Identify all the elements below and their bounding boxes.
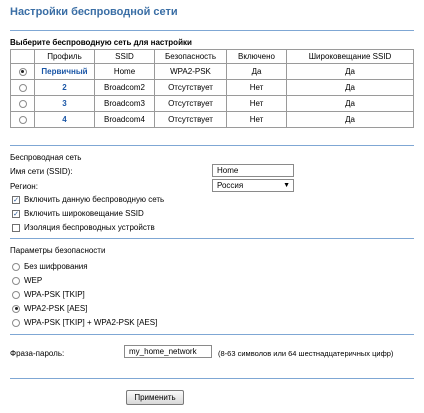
- column-header-ssid: SSID: [95, 50, 155, 64]
- profile-link[interactable]: Первичный: [35, 64, 95, 80]
- security-option-label: WEP: [24, 276, 43, 285]
- table-row: [11, 112, 414, 128]
- enable-network-checkbox[interactable]: ✓: [13, 196, 19, 204]
- security-cell: Отсутствует: [155, 96, 227, 112]
- broadcast-cell: Да: [287, 112, 414, 128]
- security-option-wpa2-aes[interactable]: [12, 304, 87, 313]
- security-divider: [10, 334, 414, 335]
- security-option-label: WPA-PSK [TKIP] + WPA2-PSK [AES]: [24, 318, 158, 327]
- page-title: Настройки беспроводной сети: [10, 6, 178, 18]
- form-divider: [10, 378, 414, 379]
- enabled-cell: Нет: [227, 80, 287, 96]
- ssid-cell: Broadcom4: [95, 112, 155, 128]
- ssid-cell: Broadcom2: [95, 80, 155, 96]
- enable-broadcast-label: Включить широковещание SSID: [24, 209, 144, 218]
- security-option-label: WPA2-PSK [AES]: [24, 304, 88, 313]
- networks-table: [10, 49, 414, 128]
- security-cell: Отсутствует: [155, 112, 227, 128]
- security-radio[interactable]: [12, 305, 20, 313]
- region-label: Регион:: [10, 182, 38, 191]
- column-header-enabled: Включено: [227, 50, 287, 64]
- ssid-cell: Broadcom3: [95, 96, 155, 112]
- security-radio[interactable]: [12, 263, 20, 271]
- row-select-cell: [11, 80, 35, 96]
- enable-network-option[interactable]: [12, 195, 164, 204]
- network-radio[interactable]: [19, 68, 27, 76]
- enabled-cell: Да: [227, 64, 287, 80]
- passphrase-label: Фраза-пароль:: [10, 349, 65, 358]
- column-header-select: [11, 50, 35, 64]
- profile-link[interactable]: 4: [35, 112, 95, 128]
- region-value: Россия: [217, 181, 244, 190]
- row-select-cell: [11, 64, 35, 80]
- profile-link[interactable]: 3: [35, 96, 95, 112]
- passphrase-input[interactable]: my_home_network: [124, 345, 212, 358]
- apply-button[interactable]: Применить: [126, 390, 184, 405]
- table-row: [11, 64, 414, 80]
- broadcast-cell: Да: [287, 96, 414, 112]
- security-option-wpa-tkip[interactable]: [12, 290, 85, 299]
- security-option-label: WPA-PSK [TKIP]: [24, 290, 85, 299]
- network-radio[interactable]: [19, 84, 27, 92]
- enable-broadcast-checkbox[interactable]: ✓: [13, 210, 19, 218]
- network-select-title: Выберите беспроводную сеть для настройки: [10, 38, 192, 47]
- enable-network-label: Включить данную беспроводную сеть: [24, 195, 165, 204]
- enabled-cell: Нет: [227, 112, 287, 128]
- security-option-none[interactable]: [12, 262, 88, 271]
- column-header-profile: Профиль: [35, 50, 95, 64]
- security-option-mixed[interactable]: [12, 318, 157, 327]
- wireless-divider: [10, 238, 414, 239]
- client-isolation-checkbox[interactable]: [12, 224, 20, 232]
- broadcast-cell: Да: [287, 80, 414, 96]
- column-header-security: Безопасность: [155, 50, 227, 64]
- networks-header-row: [11, 50, 414, 64]
- security-cell: WPA2-PSK: [155, 64, 227, 80]
- security-option-label: Без шифрования: [24, 262, 88, 271]
- enabled-cell: Нет: [227, 96, 287, 112]
- security-cell: Отсутствует: [155, 80, 227, 96]
- security-radio[interactable]: [12, 277, 20, 285]
- ssid-label: Имя сети (SSID):: [10, 167, 73, 176]
- title-divider: [10, 30, 414, 31]
- broadcast-cell: Да: [287, 64, 414, 80]
- row-select-cell: [11, 112, 35, 128]
- client-isolation-label: Изоляция беспроводных устройств: [24, 223, 155, 232]
- security-radio[interactable]: [12, 291, 20, 299]
- table-divider: [10, 145, 414, 146]
- ssid-input[interactable]: Home: [212, 164, 294, 177]
- passphrase-hint: (8-63 символов или 64 шестнадцатеричных цифр): [218, 349, 394, 358]
- network-radio[interactable]: [19, 116, 27, 124]
- row-select-cell: [11, 96, 35, 112]
- wireless-section-title: Беспроводная сеть: [10, 153, 82, 162]
- profile-link[interactable]: 2: [35, 80, 95, 96]
- ssid-cell: Home: [95, 64, 155, 80]
- table-row: [11, 80, 414, 96]
- client-isolation-option[interactable]: [12, 223, 155, 232]
- dropdown-arrow-icon: ▼: [283, 182, 290, 189]
- network-radio[interactable]: [19, 100, 27, 108]
- security-radio[interactable]: [12, 319, 20, 327]
- region-select[interactable]: [212, 179, 294, 192]
- table-row: [11, 96, 414, 112]
- enable-broadcast-option[interactable]: [12, 209, 144, 218]
- security-section-title: Параметры безопасности: [10, 246, 106, 255]
- security-option-wep[interactable]: [12, 276, 42, 285]
- column-header-broadcast: Широковещание SSID: [287, 50, 414, 64]
